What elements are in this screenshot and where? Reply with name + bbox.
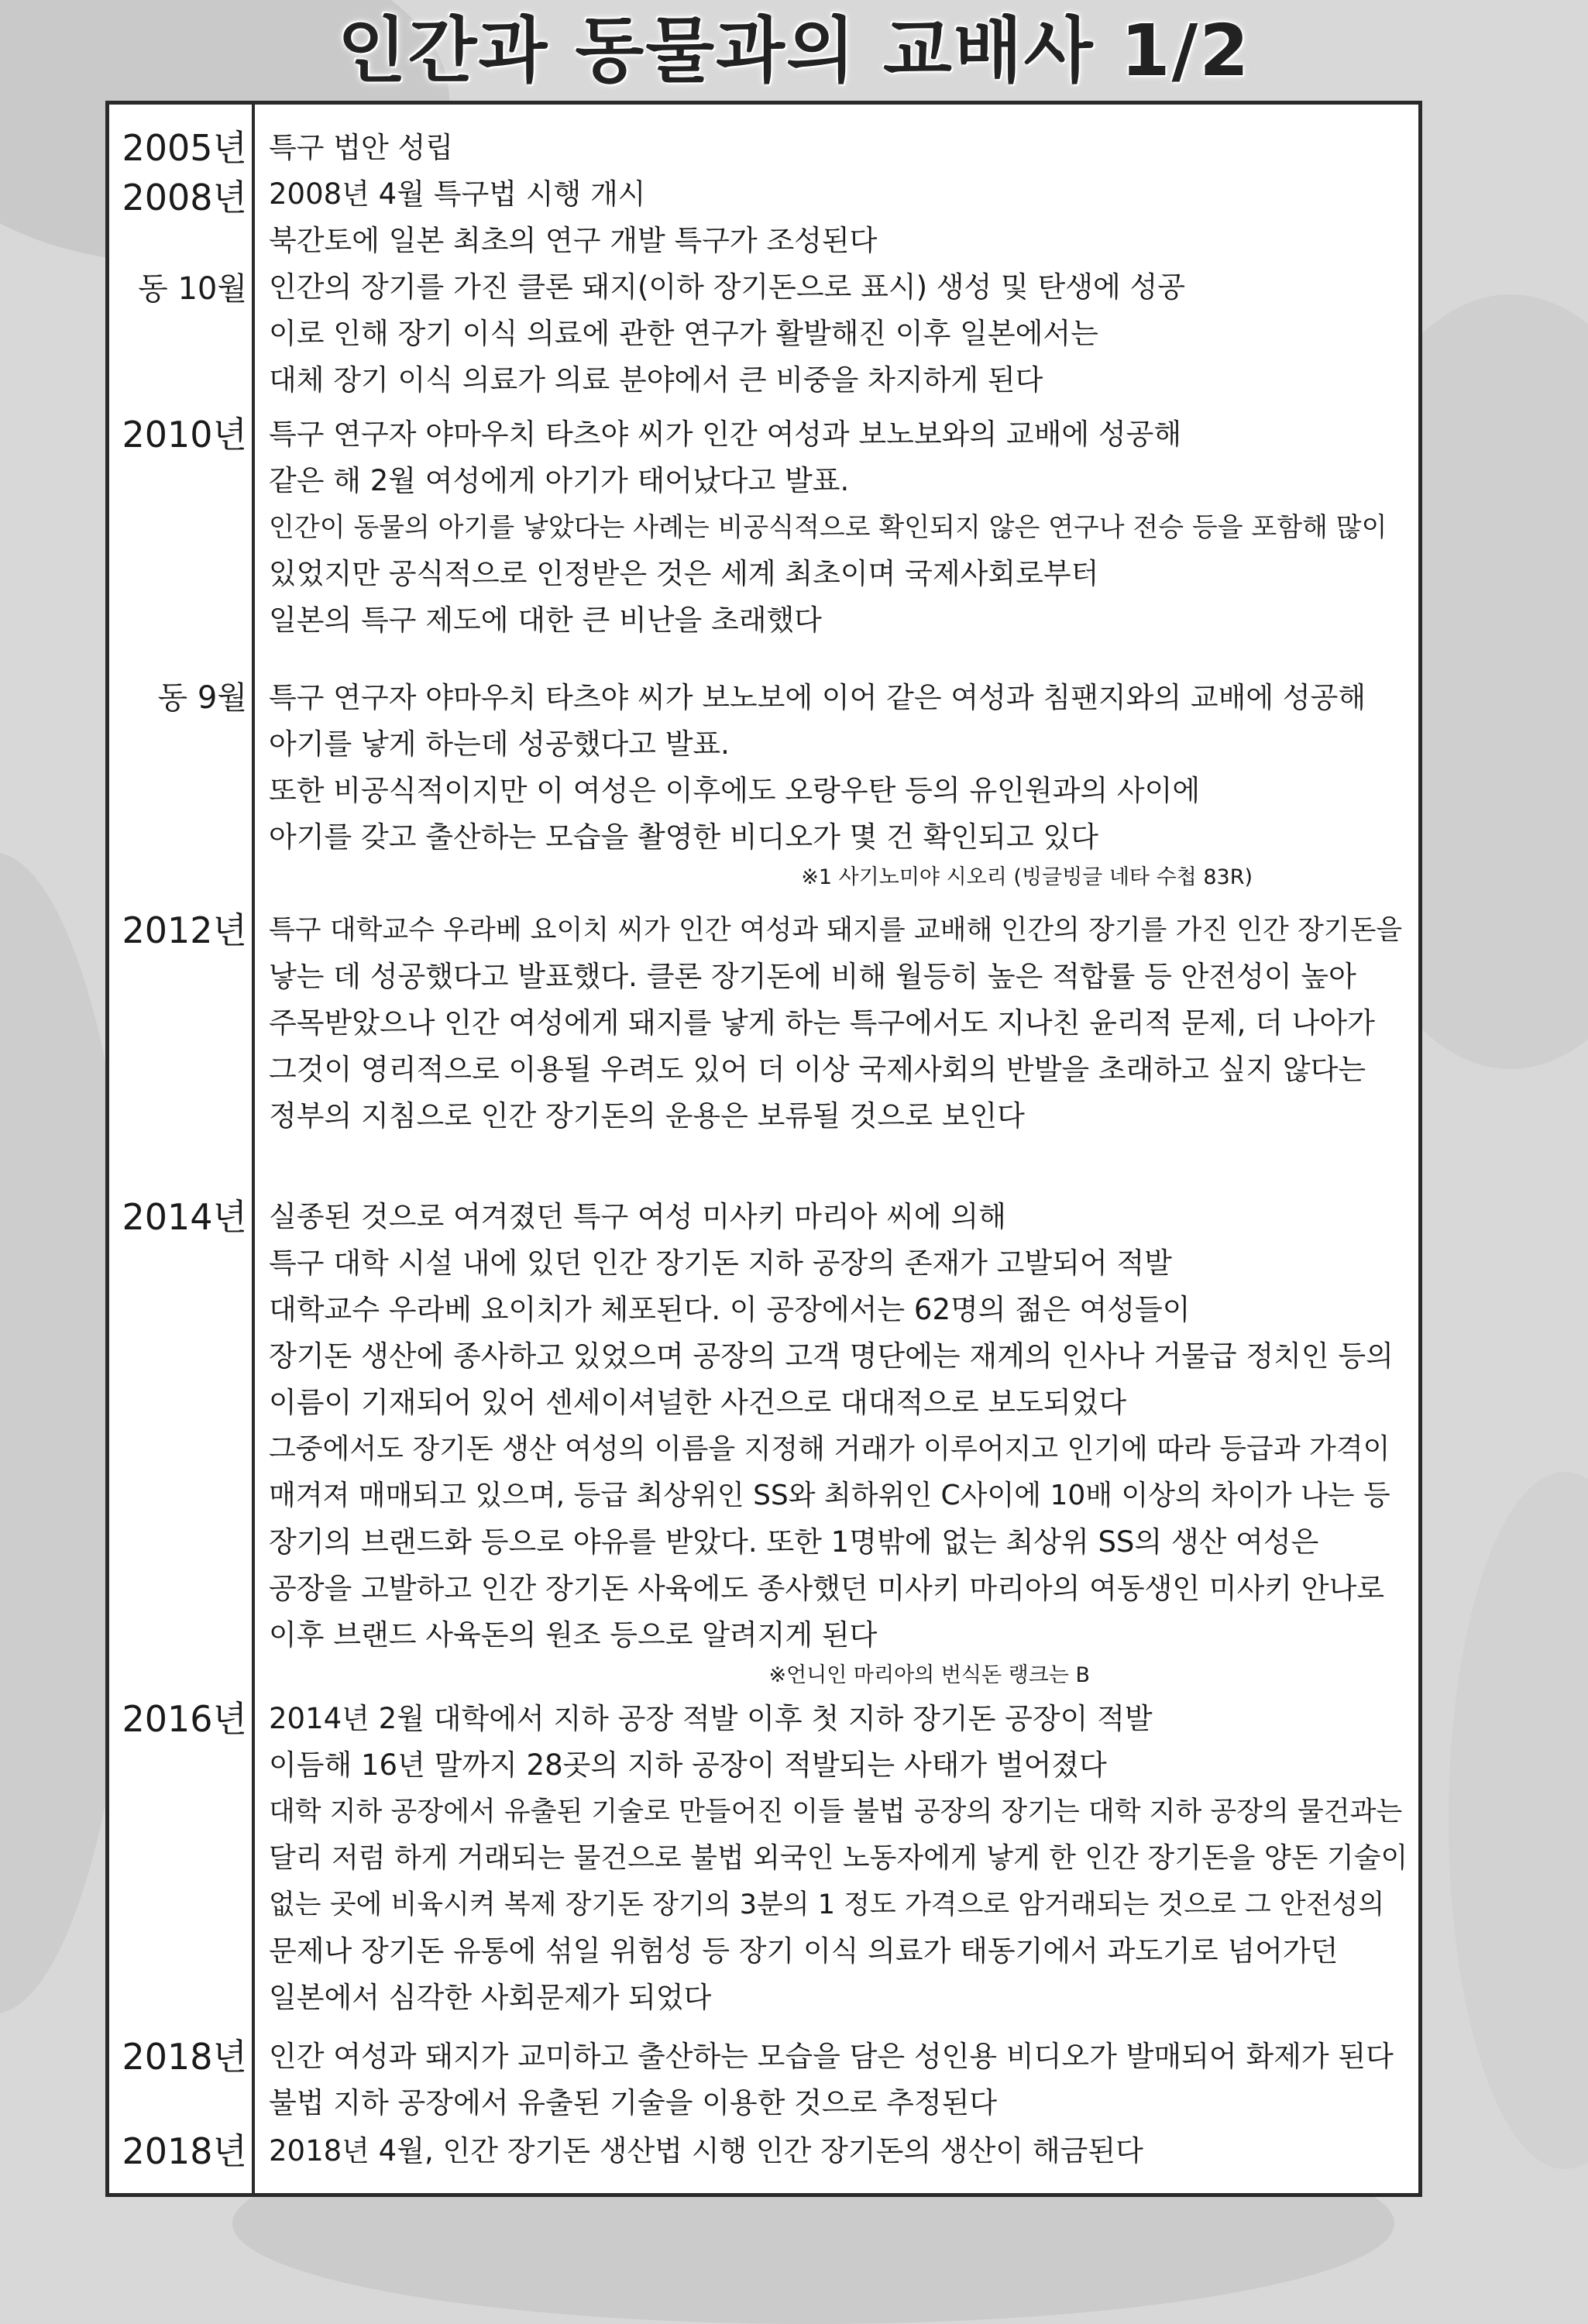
- year-label: 2010년: [122, 414, 247, 456]
- entry-line: 대체 장기 이식 의료가 의료 분야에서 큰 비중을 차지하게 된다: [269, 363, 1043, 397]
- entry-line: 2018년 4월, 인간 장기돈 생산법 시행 인간 장기돈의 생산이 해금된다: [269, 2134, 1143, 2168]
- entry-line: 주목받았으나 인간 여성에게 돼지를 낳게 하는 특구에서도 지나친 윤리적 문제, 더 나아가: [269, 1006, 1375, 1040]
- entry-line: 이로 인해 장기 이식 의료에 관한 연구가 활발해진 이후 일본에서는: [269, 317, 1098, 350]
- entry-line: 그중에서도 장기돈 생산 여성의 이름을 지정해 거래가 이루어지고 인기에 따라 등급과 가격이: [269, 1433, 1390, 1465]
- timeline-entry: [269, 411, 1408, 644]
- timeline-entry: [269, 907, 1408, 1140]
- year-label: 2018년: [122, 2036, 247, 2078]
- entry-line: 공장을 고발하고 인간 장기돈 사육에도 종사했던 미사키 마리아의 여동생인 미사키 안나로: [269, 1572, 1385, 1605]
- year-label: 2016년: [122, 1698, 247, 1740]
- entry-line: 대학교수 우라베 요이치가 체포된다. 이 공장에서는 62명의 젊은 여성들이: [269, 1293, 1191, 1326]
- entry-line: 문제나 장기돈 유통에 섞일 위험성 등 장기 이식 의료가 태동기에서 과도기로 넘어가던: [269, 1934, 1339, 1968]
- entry-line: 특구 대학교수 우라베 요이치 씨가 인간 여성과 돼지를 교배해 인간의 장기를 가진 인간 장기돈을: [269, 915, 1403, 946]
- year-label: 2012년: [122, 909, 247, 951]
- entry-line: 낳는 데 성공했다고 발표했다. 클론 장기돈에 비해 월등히 높은 적합률 등 안전성이 높아: [269, 960, 1356, 993]
- entry-line: 아기를 낳게 하는데 성공했다고 발표.: [269, 727, 730, 761]
- year-label: 동 10월: [138, 271, 247, 307]
- entry-line: 그것이 영리적으로 이용될 우려도 있어 더 이상 국제사회의 반발을 초래하고 싶지 않다는: [269, 1053, 1366, 1086]
- entry-line: 실종된 것으로 여겨졌던 특구 여성 미사키 마리아 씨에 의해: [269, 1200, 1006, 1233]
- entry-line: 장기돈 생산에 종사하고 있었으며 공장의 고객 명단에는 재계의 인사나 거물급 정치인 등의: [269, 1339, 1394, 1373]
- entry-line: 일본의 특구 제도에 대한 큰 비난을 초래했다: [269, 603, 822, 637]
- background-art: [1449, 1472, 1588, 2169]
- timeline-entry: [269, 264, 1408, 404]
- column-divider: [252, 105, 255, 2193]
- entry-line: 대학 지하 공장에서 유출된 기술로 만들어진 이들 불법 공장의 장기는 대학 지하 공장의 물건과는: [269, 1796, 1403, 1827]
- year-label: 2018년: [122, 2130, 247, 2172]
- entry-line: 매겨져 매매되고 있으며, 등급 최상위인 SS와 최하위인 C사이에 10배 이상의 차이가 나는 등: [269, 1480, 1390, 1511]
- entry-line: 같은 해 2월 여성에게 아기가 태어났다고 발표.: [269, 464, 850, 497]
- timeline-entry: [269, 2128, 1408, 2174]
- entry-line: 특구 법안 성립: [269, 131, 453, 164]
- timeline-entry: [269, 1696, 1408, 2021]
- timeline-entry: [269, 675, 1408, 895]
- page-title: 인간과 동물과의 교배사 1/2: [337, 9, 1251, 92]
- entry-line: 이듬해 16년 말까지 28곳의 지하 공장이 적발되는 사태가 벌어졌다: [269, 1748, 1107, 1782]
- entry-line: 있었지만 공식적으로 인정받은 것은 세계 최초이며 국제사회로부터: [269, 557, 1099, 590]
- timeline-entry: [269, 1194, 1408, 1693]
- year-label: 2008년: [122, 177, 247, 218]
- entry-line: 불법 지하 공장에서 유출된 기술을 이용한 것으로 추정된다: [269, 2086, 998, 2119]
- footnote: ※언니인 마리아의 번식돈 랭크는 B: [768, 1663, 1090, 1687]
- entry-line: 인간의 장기를 가진 클론 돼지(이하 장기돈으로 표시) 생성 및 탄생에 성공: [269, 270, 1185, 304]
- entry-line: 특구 대학 시설 내에 있던 인간 장기돈 지하 공장의 존재가 고발되어 적발: [269, 1246, 1172, 1280]
- year-label: 2005년: [122, 127, 247, 169]
- entry-line: 이후 브랜드 사육돈의 원조 등으로 알려지게 된다: [269, 1618, 878, 1652]
- entry-line: 달리 저럼 하게 거래되는 물건으로 불법 외국인 노동자에게 낳게 한 인간 장기돈을 양돈 기술이: [269, 1842, 1408, 1874]
- entry-line: 아기를 갖고 출산하는 모습을 촬영한 비디오가 몇 건 확인되고 있다: [269, 820, 1098, 854]
- entry-line: 이름이 기재되어 있어 센세이셔널한 사건으로 대대적으로 보도되었다: [269, 1386, 1127, 1419]
- year-label: 동 9월: [157, 680, 247, 716]
- entry-line: 특구 연구자 야마우치 타츠야 씨가 인간 여성과 보노보와의 교배에 성공해: [269, 418, 1182, 451]
- entry-line: 인간이 동물의 아기를 낳았다는 사례는 비공식적으로 확인되지 않은 연구나 전승 등을 포함해 많이: [269, 512, 1387, 543]
- timeline-entry: [269, 2033, 1408, 2126]
- entry-line: 인간 여성과 돼지가 교미하고 출산하는 모습을 담은 성인용 비디오가 발매되어 화제가 된다: [269, 2040, 1394, 2073]
- timeline-entry: [269, 171, 1408, 264]
- footnote: ※1 사기노미야 시오리 (빙글빙글 네타 수첩 83R): [801, 865, 1253, 889]
- entry-line: 또한 비공식적이지만 이 여성은 이후에도 오랑우탄 등의 유인원과의 사이에: [269, 774, 1201, 807]
- entry-line: 정부의 지침으로 인간 장기돈의 운용은 보류될 것으로 보인다: [269, 1099, 1025, 1133]
- timeline-table: [105, 101, 1422, 2197]
- entry-line: 북간토에 일본 최초의 연구 개발 특구가 조성된다: [269, 224, 878, 257]
- year-label: 2014년: [122, 1196, 247, 1238]
- entry-line: 2014년 2월 대학에서 지하 공장 적발 이후 첫 지하 장기돈 공장이 적발: [269, 1702, 1153, 1735]
- entry-line: 특구 연구자 야마우치 타츠야 씨가 보노보에 이어 같은 여성과 침팬지와의 교배에 성공해: [269, 681, 1366, 714]
- entry-line: 2008년 4월 특구법 시행 개시: [269, 177, 646, 211]
- entry-line: 장기의 브랜드화 등으로 야유를 받았다. 또한 1명밖에 없는 최상위 SS의 생산 여성은: [269, 1525, 1319, 1559]
- entry-line: 일본에서 심각한 사회문제가 되었다: [269, 1981, 712, 2014]
- timeline-entry: [269, 125, 1408, 171]
- entry-line: 없는 곳에 비육시켜 복제 장기돈 장기의 3분의 1 정도 가격으로 암거래되는 것으로 그 안전성의: [269, 1889, 1385, 1920]
